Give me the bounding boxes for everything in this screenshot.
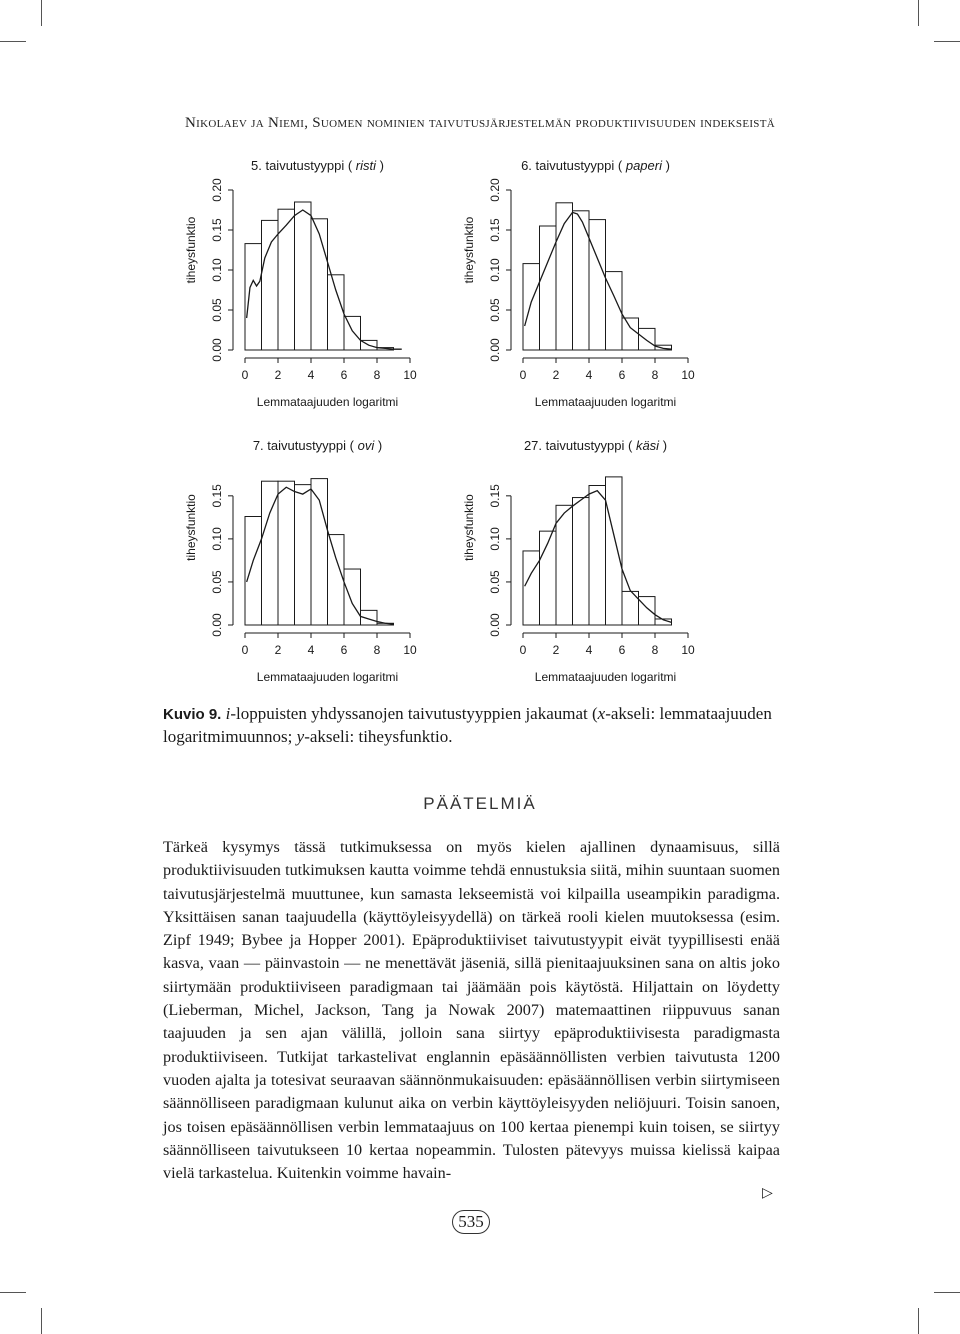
x-tick-label: 0 (519, 643, 527, 657)
histogram-bar (328, 535, 345, 625)
histogram-panel-2 (462, 158, 695, 409)
histogram-bar (328, 275, 345, 350)
crop-mark-bottom-right-v (918, 1308, 919, 1334)
y-tick-label: 0.10 (488, 258, 502, 282)
x-axis-label: Lemmataajuuden logaritmi (256, 670, 399, 684)
histogram-bar (245, 244, 262, 350)
chart-title-prefix: 6. taivutustyyppi ( (521, 158, 626, 173)
x-tick-label: 4 (307, 643, 315, 657)
x-tick-label: 0 (519, 368, 527, 382)
crop-mark-bottom-left-h (0, 1292, 26, 1293)
continue-triangle-icon: ▷ (762, 1185, 773, 1201)
section-title: PÄÄTELMIÄ (423, 794, 537, 813)
x-tick-label: 2 (552, 368, 560, 382)
chart-title-prefix: 5. taivutustyyppi ( (251, 158, 356, 173)
x-tick-label: 6 (618, 368, 626, 382)
density-curve (525, 491, 672, 623)
body-paragraph: Tärkeä kysymys tässä tutkimuksessa on myös kielen ajallinen dynaamisuus, sillä produktiivisuuden tutkimuksen kautta voimme tehdä ennustuksia siitä, mihin suuntaan suomen taivutusjärjestelmä muuttunee, kun samasta lekseemistä voi kilpailla useampikin paradigma. Yksittäisen sanan taajuudella (käyttöyleisyydellä) on tärkeä rooli kielen muutoksessa (esim. Zipf 1949; Bybee ja Hopper 2001). Epäproduktiiviset taivutustyypit eivät tyypillisesti enää kasva, vaan — päinvastoin — ne menettävät jäseniä, sillä pienitaajuuksinen sana on altis joko siirtymään produktiiviseen paradigmaan tai jäämään pois käytöstä. Hiljattain on löydetty (Lieberman, Michel, Jackson, Tang ja Nowak 2007) matemaattinen riippuvuus sanan taajuuden ja sen ajan välillä, jolloin sana siirtyy epäproduktiivisesta paradigmasta produktiiviseen. Tutkijat tarkastelivat englannin epäsäännöllisten verbien taivutusta 1200 vuoden ajalta ja totesivat seuraavan säännönmukaisuuden: epäsäännöllisen verbin siirtymiseen säännölliseen paradigmaan kulunut aika on verbin käyttöyleisyyden neliöjuuri. Toisin sanoen, jos toisen epäsäännöllisen verbin lemmataajuus on 100 kertaa pienempi kuin toisen, se siirtyy säännölliseen taivutukseen 10 kertaa nopeammin. Tulosten pätevyys muissa kielissä kaipaa vielä tarkastelua. Kuitenkin voimme havain- (163, 838, 780, 1183)
x-tick-label: 2 (274, 368, 282, 382)
chart-title-word: ovi (357, 438, 378, 453)
x-tick-label: 10 (681, 643, 695, 657)
histogram-bar (311, 219, 328, 350)
y-axis-label: tiheysfunktio (462, 216, 476, 284)
x-tick-label: 0 (241, 368, 249, 382)
histogram-panel-1 (184, 158, 417, 409)
y-tick-label: 0.05 (488, 570, 502, 594)
y-tick-label: 0.00 (488, 338, 502, 362)
histogram-bar (295, 485, 312, 625)
caption-italic-y: y (296, 727, 305, 746)
histogram-bar (278, 481, 295, 625)
histogram-bar (245, 517, 262, 626)
y-axis-label: tiheysfunktio (462, 494, 476, 561)
x-tick-label: 10 (403, 368, 417, 382)
x-tick-label: 2 (552, 643, 560, 657)
histogram-bar (523, 551, 540, 625)
running-head: Nikolaev ja Niemi, Suomen nominien taivutusjärjestelmän produktiivisuuden indekseistä (185, 115, 775, 131)
histogram-bar (262, 220, 279, 350)
chart-title-prefix: 27. taivutustyyppi ( (523, 438, 636, 453)
x-tick-label: 4 (585, 368, 593, 382)
density-curve (247, 487, 394, 624)
histogram-bar (523, 264, 540, 350)
y-tick-label: 0.05 (210, 570, 224, 594)
x-tick-label: 6 (618, 643, 626, 657)
caption-text-1: -loppuisten yhdyssanojen taivutustyyppien jakaumat ( (230, 704, 598, 723)
chart-title (251, 158, 384, 173)
x-tick-label: 8 (651, 643, 659, 657)
y-tick-label: 0.05 (210, 298, 224, 322)
caption-text-2: -akseli: lemmataajuuden logaritmimuunnos; (163, 704, 772, 746)
x-tick-label: 8 (373, 368, 381, 382)
y-tick-label: 0.15 (210, 218, 224, 242)
y-tick-label: 0.20 (210, 178, 224, 202)
histogram-panel-3 (184, 438, 417, 684)
x-tick-label: 8 (651, 368, 659, 382)
histogram-bar (589, 220, 606, 350)
x-tick-label: 0 (241, 643, 249, 657)
page-number: 535 (452, 1210, 490, 1234)
x-tick-label: 4 (307, 368, 315, 382)
x-axis-label: Lemmataajuuden logaritmi (534, 395, 677, 409)
histogram-bar (262, 481, 279, 625)
chart-title-prefix: 7. taivutustyyppi ( (252, 438, 358, 453)
histogram-bar (606, 477, 623, 625)
x-tick-label: 8 (373, 643, 381, 657)
chart-title-suffix: ) (662, 438, 668, 453)
crop-mark-bottom-right-h (934, 1292, 960, 1293)
y-tick-label: 0.05 (488, 298, 502, 322)
chart-title (524, 438, 667, 453)
x-tick-label: 10 (403, 643, 417, 657)
histogram-bar (639, 328, 656, 350)
y-tick-label: 0.00 (210, 613, 224, 637)
histogram-bar (278, 209, 295, 350)
x-tick-label: 4 (585, 643, 593, 657)
body-text (163, 836, 780, 1185)
x-tick-label: 10 (681, 368, 695, 382)
histogram-bar (540, 531, 557, 625)
histogram-bar (540, 226, 557, 350)
y-tick-label: 0.15 (488, 218, 502, 242)
chart-title-word: käsi (635, 438, 663, 453)
figure-label: Kuvio 9. (163, 706, 222, 723)
y-tick-label: 0.10 (488, 527, 502, 551)
x-axis-label: Lemmataajuuden logaritmi (256, 395, 399, 409)
y-tick-label: 0.20 (488, 178, 502, 202)
x-tick-label: 2 (274, 643, 282, 657)
x-tick-label: 6 (340, 643, 348, 657)
histogram-bar (622, 318, 639, 350)
y-axis-label: tiheysfunktio (184, 216, 198, 284)
y-tick-label: 0.10 (210, 258, 224, 282)
caption-text-3: -akseli: tiheysfunktio. (304, 727, 453, 746)
chart-title-suffix: ) (377, 438, 383, 453)
crop-mark-bottom-left-v (41, 1308, 42, 1334)
density-curve (247, 210, 402, 349)
histogram-bar (573, 498, 590, 625)
chart-title-word: risti (355, 158, 380, 173)
y-tick-label: 0.00 (210, 338, 224, 362)
caption-italic-x: x (597, 704, 606, 723)
histogram-bar (556, 505, 573, 625)
y-tick-label: 0.10 (210, 527, 224, 551)
chart-title (521, 158, 670, 173)
chart-title (253, 438, 382, 453)
chart-title-word: paperi (625, 158, 666, 173)
figure-caption (163, 703, 803, 748)
histogram-bar (344, 569, 361, 625)
histogram-bar (344, 316, 361, 350)
histogram-bar (295, 202, 312, 350)
histogram-bar (589, 486, 606, 626)
chart-title-suffix: ) (379, 158, 384, 173)
caption-italic-i: i (225, 704, 231, 723)
y-tick-label: 0.00 (488, 613, 502, 637)
chart-title-suffix: ) (665, 158, 670, 173)
x-axis-label: Lemmataajuuden logaritmi (534, 670, 677, 684)
x-tick-label: 6 (340, 368, 348, 382)
y-axis-label: tiheysfunktio (184, 494, 198, 561)
histogram-panel-4 (462, 438, 695, 684)
y-tick-label: 0.15 (488, 484, 502, 508)
y-tick-label: 0.15 (210, 484, 224, 508)
